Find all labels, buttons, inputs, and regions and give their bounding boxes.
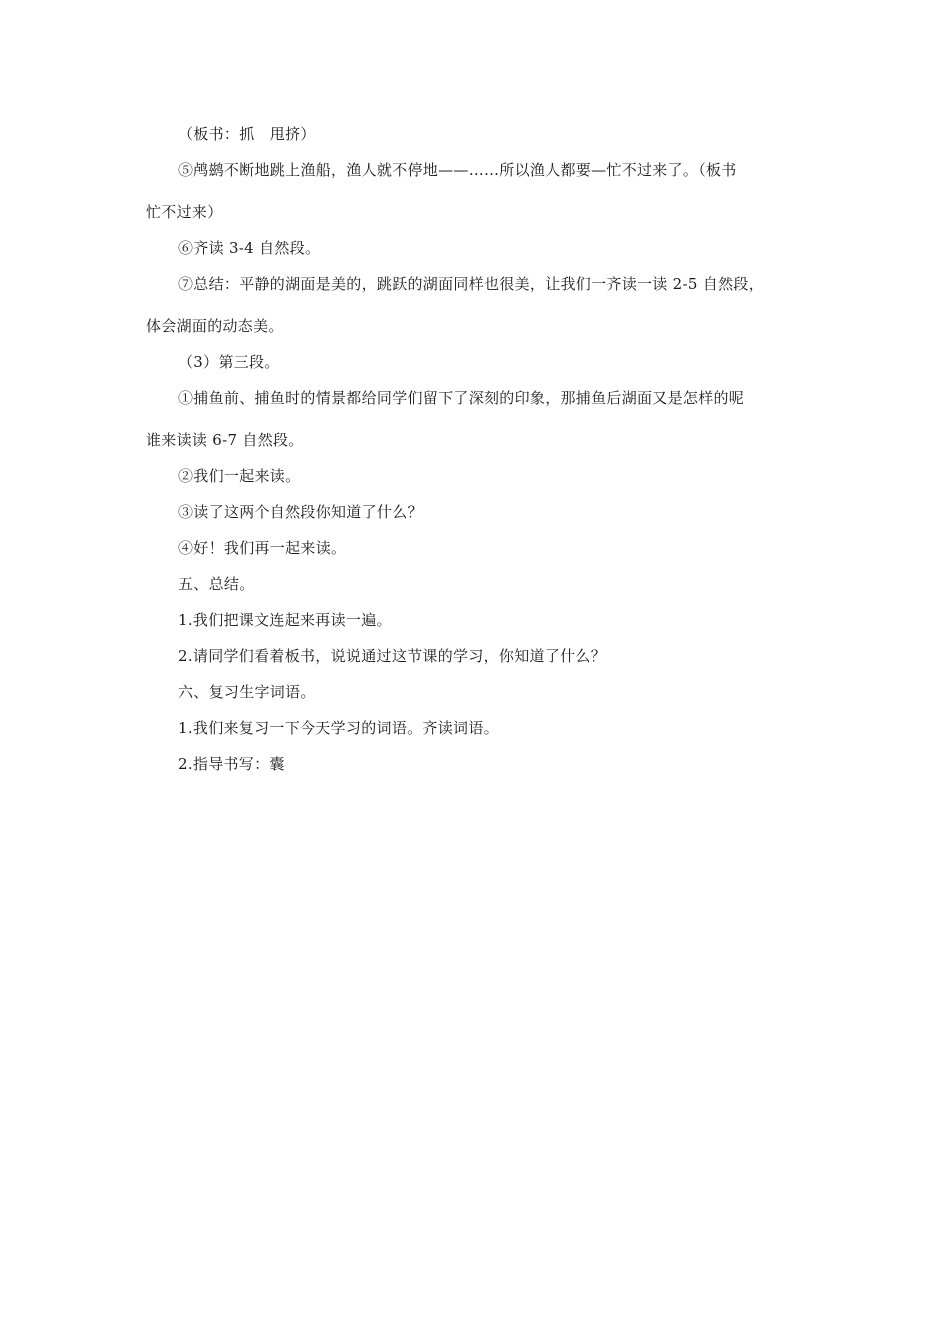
section-3-step-1: ①捕鱼前、捕鱼时的情景都给同学们留下了深刻的印象，那捕鱼后湖面又是怎样的呢 [178, 389, 745, 407]
section-3-step-4: ④好！我们再一起来读。 [178, 539, 347, 557]
part-6-heading: 六、复习生字词语。 [178, 683, 316, 701]
part-5-item-1: 1.我们把课文连起来再读一遍。 [178, 611, 392, 629]
part-6-item-2: 2.指导书写：囊 [178, 755, 285, 773]
step-7-continuation: 体会湖面的动态美。 [146, 317, 284, 335]
part-5-item-2: 2.请同学们看着板书，说说通过这节课的学习，你知道了什么？ [178, 647, 607, 665]
step-5-continuation: 忙不过来） [146, 203, 223, 221]
section-3-step-2: ②我们一起来读。 [178, 467, 301, 485]
board-note-line: （板书：抓 甩挤） [178, 125, 316, 143]
step-6-line: ⑥齐读 3-4 自然段。 [178, 239, 321, 257]
section-3-step-3: ③读了这两个自然段你知道了什么？ [178, 503, 423, 521]
part-5-heading: 五、总结。 [178, 575, 255, 593]
step-5-line: ⑤鸬鹚不断地跳上渔船，渔人就不停地——……所以渔人都要—忙不过来了。（板书 [178, 161, 737, 179]
part-6-item-1: 1.我们来复习一下今天学习的词语。齐读词语。 [178, 719, 499, 737]
document-body [146, 123, 818, 775]
section-3-step-1-continuation: 谁来读读 6-7 自然段。 [146, 431, 304, 449]
section-3-heading: （3）第三段。 [178, 353, 280, 371]
step-7-line: ⑦总结：平静的湖面是美的，跳跃的湖面同样也很美，让我们一齐读一读 2-5 自然段， [178, 275, 764, 293]
